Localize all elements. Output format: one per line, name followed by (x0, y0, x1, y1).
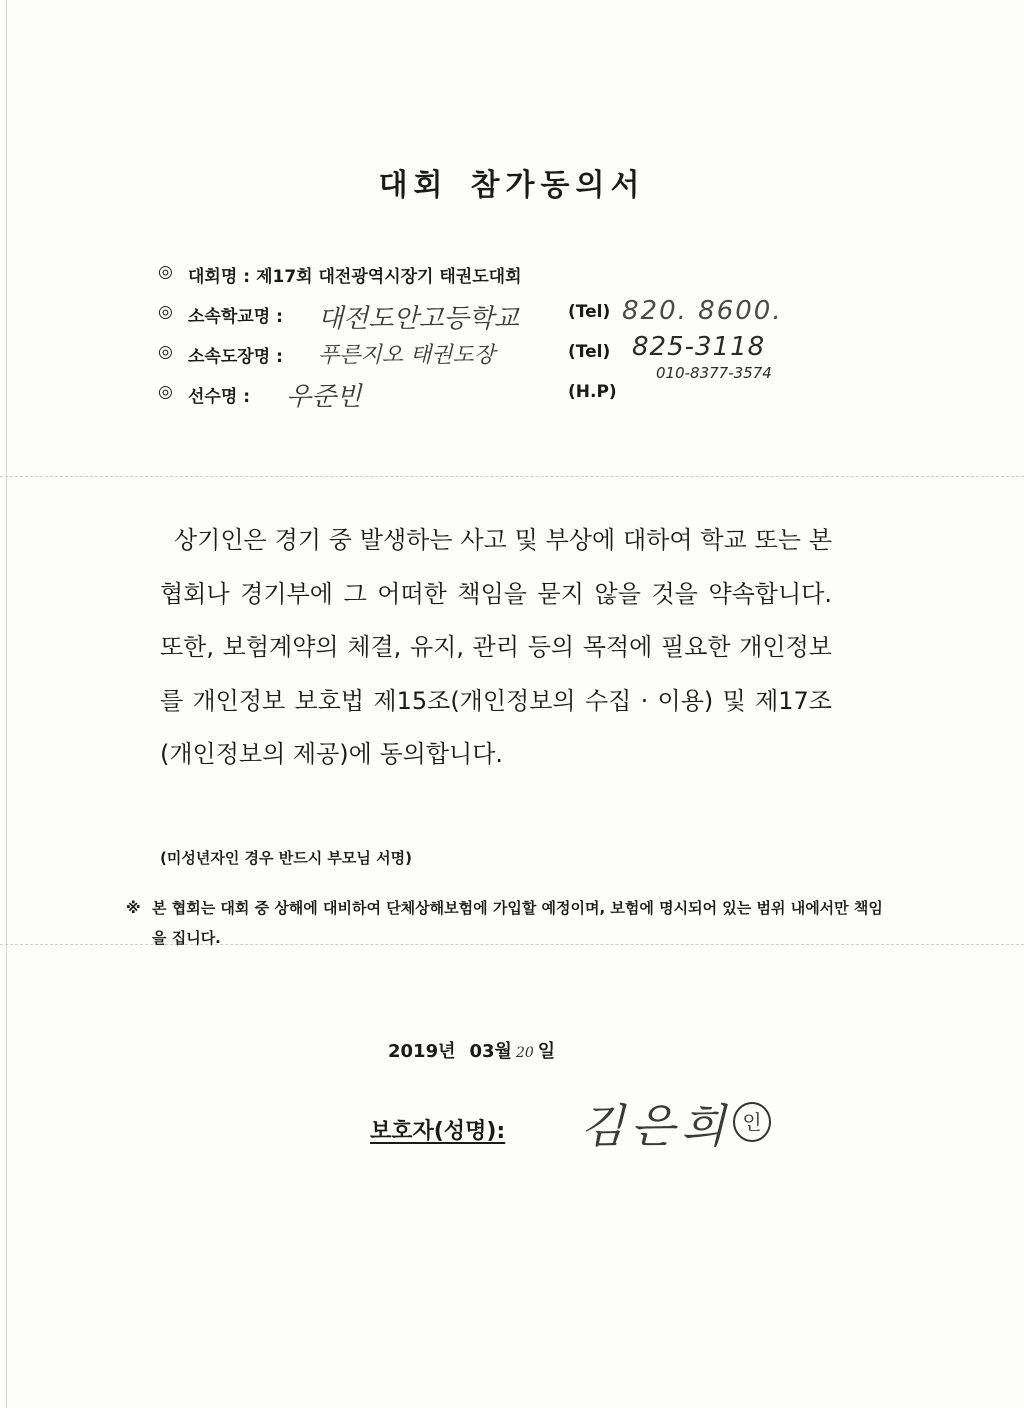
date-day-unit: 일 (537, 1041, 556, 1062)
bullet-mark: ◎ (158, 382, 173, 402)
date-month: 03월 (469, 1041, 512, 1062)
insurance-note-text: 본 협회는 대회 중 상해에 대비하여 단체상해보험에 가입할 예정이며, 보험에 명시되어 있는 범위 내에서만 책임을 집니다. (152, 899, 883, 947)
date-day-handwritten: 20 (515, 1045, 534, 1061)
seal-mark-icon (730, 1100, 774, 1144)
athlete-hp-handwritten: 010-8377-3574 (656, 364, 772, 382)
school-tel-handwritten: 820. 8600. (622, 296, 783, 326)
dojang-handwritten: 푸른지오 태권도장 (318, 343, 496, 368)
competition-name: 대회명 : 제17회 대전광역시장기 태권도대회 (188, 267, 522, 287)
guardian-signature (370, 1090, 820, 1153)
insurance-note (126, 893, 886, 953)
school-tel-label: (Tel) (568, 302, 611, 322)
school-handwritten: 대전도안고등학교 (318, 304, 519, 334)
guardian-label: 보호자(성명): (370, 1119, 506, 1144)
date-year: 2019년 (388, 1041, 456, 1062)
athlete-hp-label: (H.P) (568, 382, 617, 402)
guardian-name-handwritten: 김은희 (580, 1099, 732, 1153)
dojang-tel-handwritten: 825-3118 (632, 332, 766, 362)
info-row-school (158, 298, 858, 334)
info-row-athlete (158, 364, 858, 414)
info-row-competition (158, 258, 858, 294)
dojang-tel-label: (Tel) (568, 342, 611, 362)
bullet-mark: ◎ (158, 302, 173, 322)
athlete-handwritten: 우준빈 (286, 382, 362, 412)
consent-body (160, 514, 832, 782)
signing-date (388, 1037, 555, 1063)
svg-text:인: 인 (742, 1110, 762, 1134)
scan-edge (6, 0, 7, 1408)
bullet-mark: ◎ (158, 342, 173, 362)
document-title: 대회 참가동의서 (378, 168, 646, 203)
minor-note: (미성년자인 경우 반드시 부모님 서명) (160, 849, 412, 867)
dojang-label: 소속도장명 : (188, 347, 283, 367)
reference-mark: ※ (126, 899, 141, 917)
school-label: 소속학교명 : (188, 307, 283, 327)
fold-line (0, 476, 1024, 477)
bullet-mark: ◎ (158, 262, 173, 282)
athlete-label: 선수명 : (188, 387, 251, 407)
consent-paragraph: 상기인은 경기 중 발생하는 사고 및 부상에 대하여 학교 또는 본 협회나 경기부에 그 어떠한 책임을 묻지 않을 것을 약속합니다. 또한, 보험계약의 체결, 유지, 관리 등의 목적에 필요한 개인정보를 개인정보 보호법 제15조(개인정보의 수집 · 이용) 및 제17조(개인정보의 제공)에 동의합니다. (160, 526, 832, 768)
